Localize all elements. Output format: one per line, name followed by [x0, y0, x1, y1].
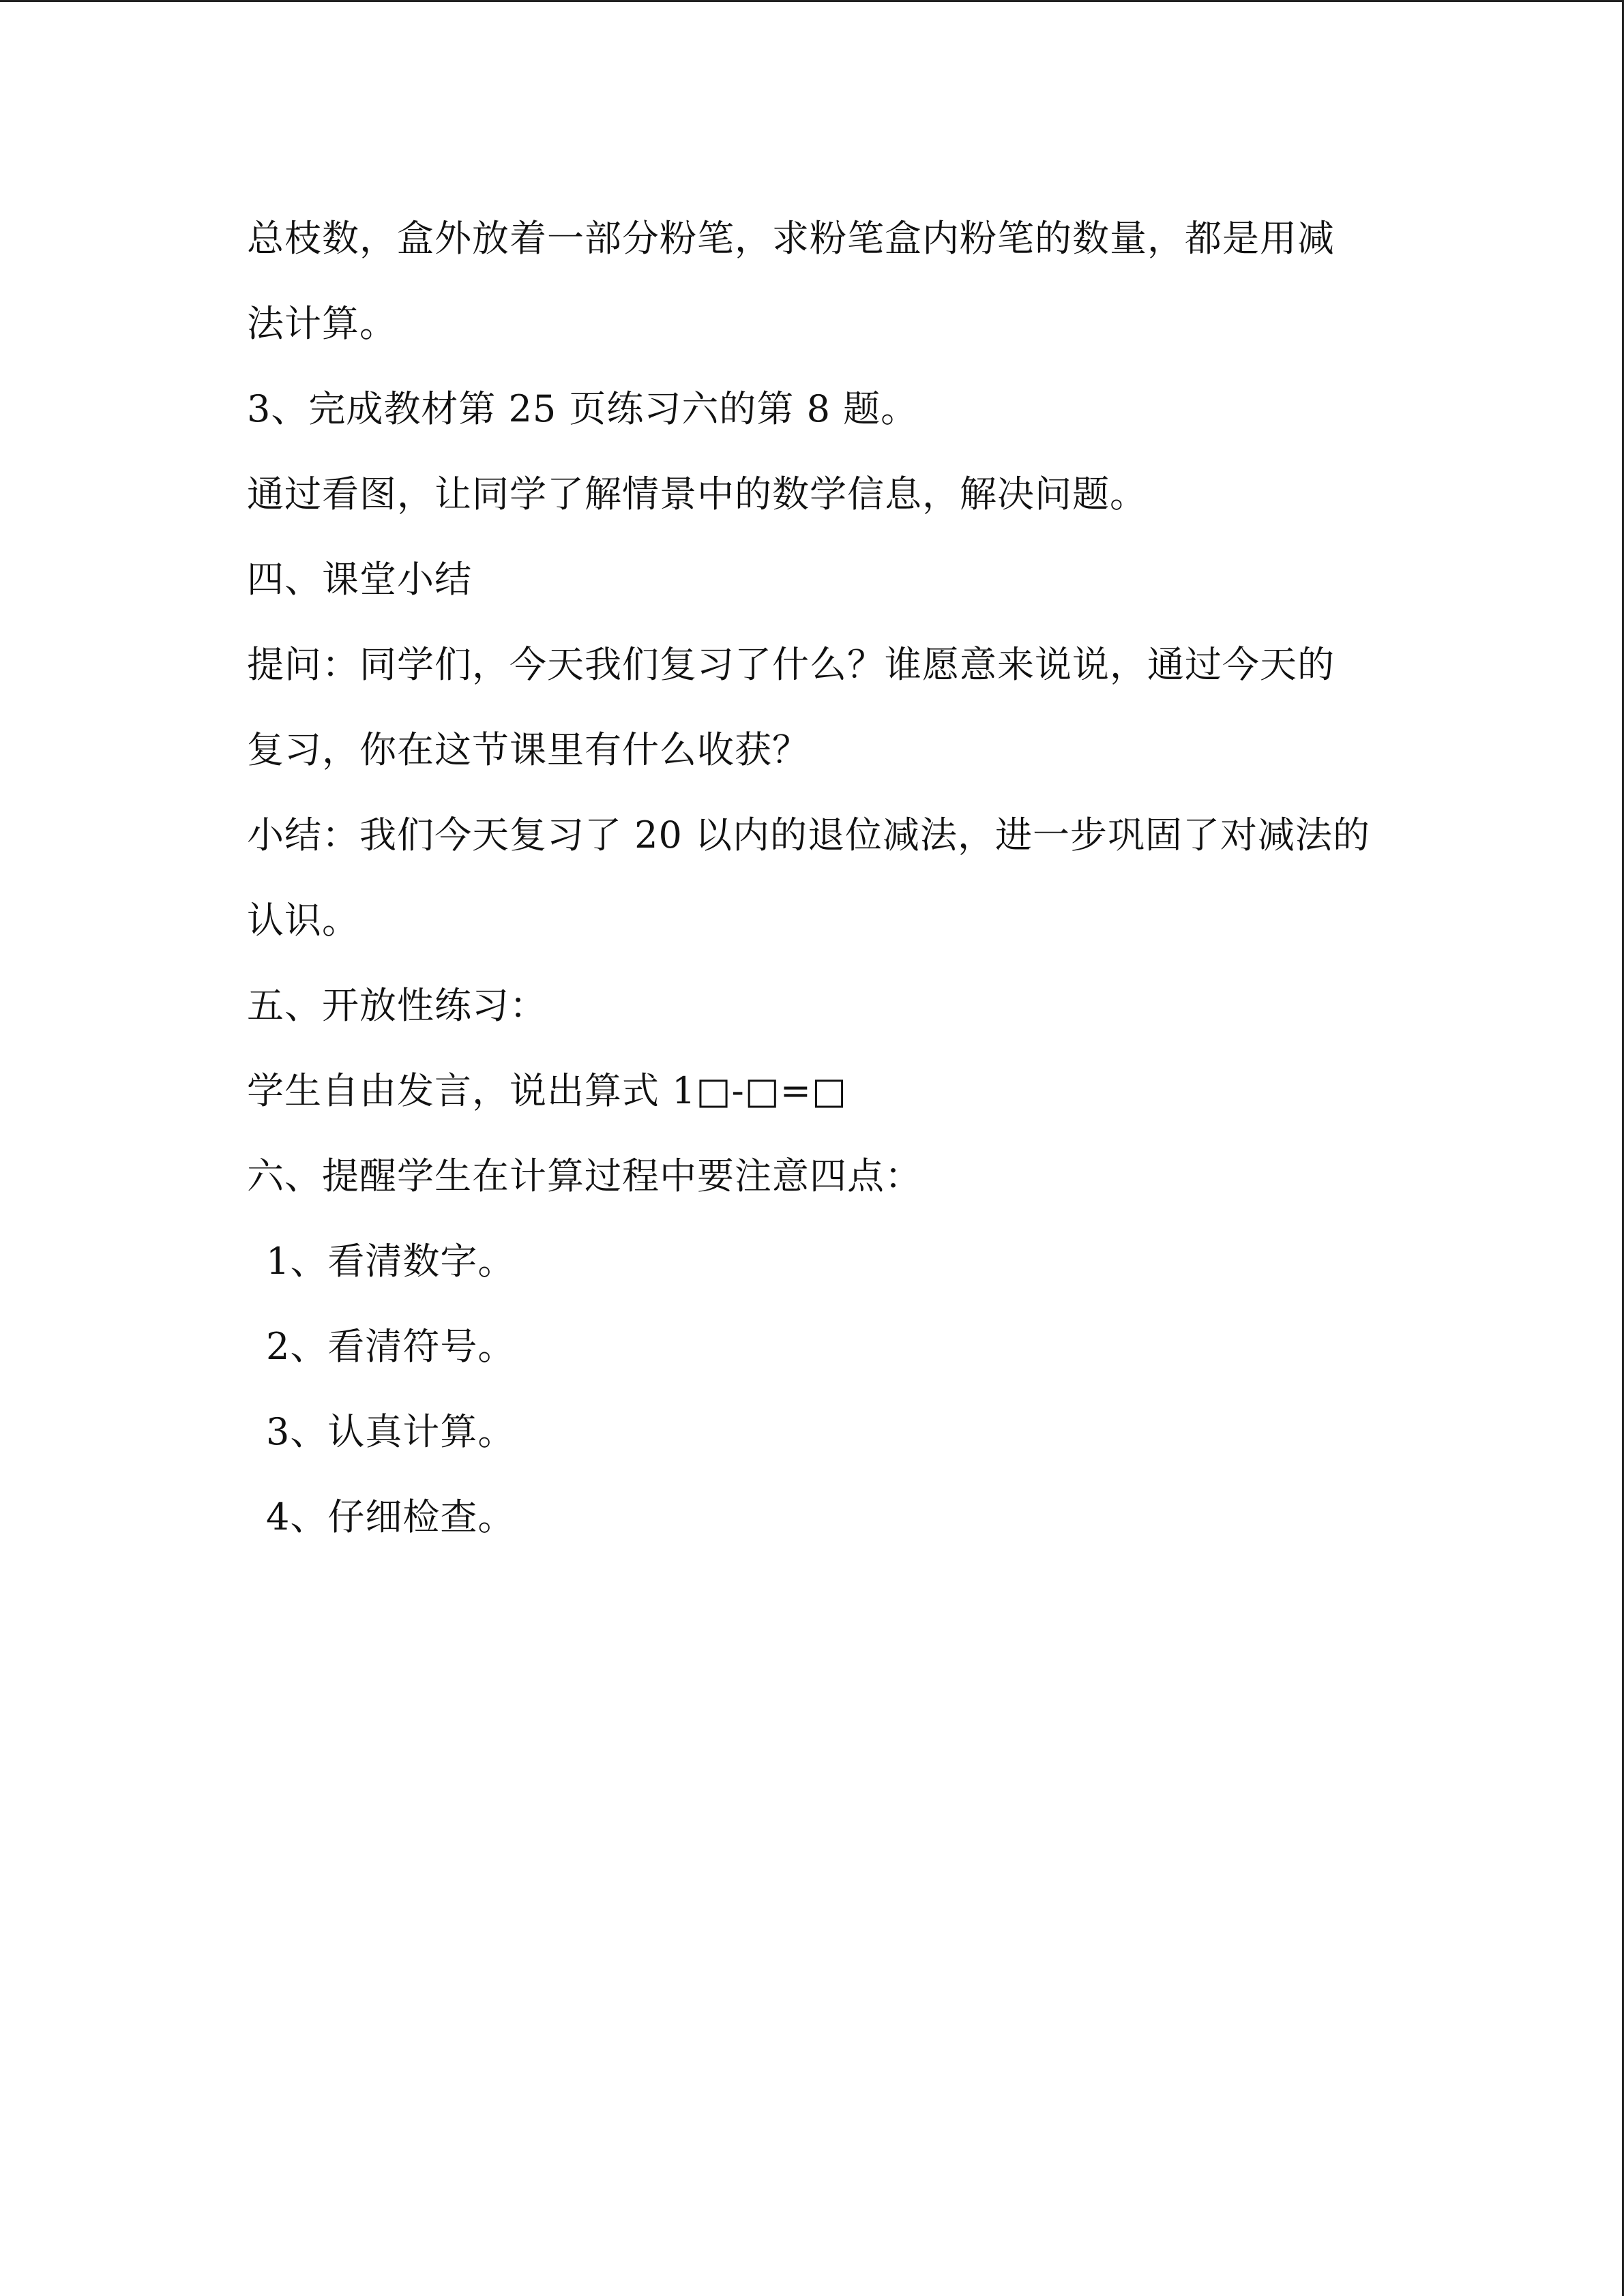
list-item: 2、看清符号。 — [266, 1325, 516, 1368]
list-item: 3、认真计算。 — [266, 1410, 516, 1453]
list-item: 4、仔细检查。 — [266, 1495, 516, 1538]
paragraph-line: 总枝数，盒外放着一部分粉笔，求粉笔盒内粉笔的数量，都是用减 — [247, 217, 1335, 260]
section-heading: 五、开放性练习： — [247, 984, 547, 1027]
section-heading: 四、课堂小结 — [247, 558, 472, 601]
section-heading: 六、提醒学生在计算过程中要注意四点： — [247, 1154, 922, 1197]
document-body — [247, 211, 1406, 1575]
paragraph-line: 通过看图，让同学了解情景中的数学信息，解决问题。 — [247, 473, 1147, 516]
paragraph-line: 提问：同学们，今天我们复习了什么？谁愿意来说说，通过今天的 — [247, 643, 1335, 686]
paragraph-line: 复习，你在这节课里有什么收获？ — [247, 728, 810, 771]
page-border-top — [0, 0, 1624, 2]
paragraph-line: 法计算。 — [247, 302, 397, 345]
paragraph-line: 小结：我们今天复习了 20 以内的退位减法，进一步巩固了对减法的 — [247, 814, 1371, 856]
paragraph-line: 学生自由发言，说出算式 1□-□=□ — [247, 1069, 848, 1112]
paragraph-line: 3、完成教材第 25 页练习六的第 8 题。 — [247, 387, 919, 430]
list-item: 1、看清数字。 — [266, 1240, 516, 1283]
paragraph-line: 认识。 — [247, 899, 359, 942]
